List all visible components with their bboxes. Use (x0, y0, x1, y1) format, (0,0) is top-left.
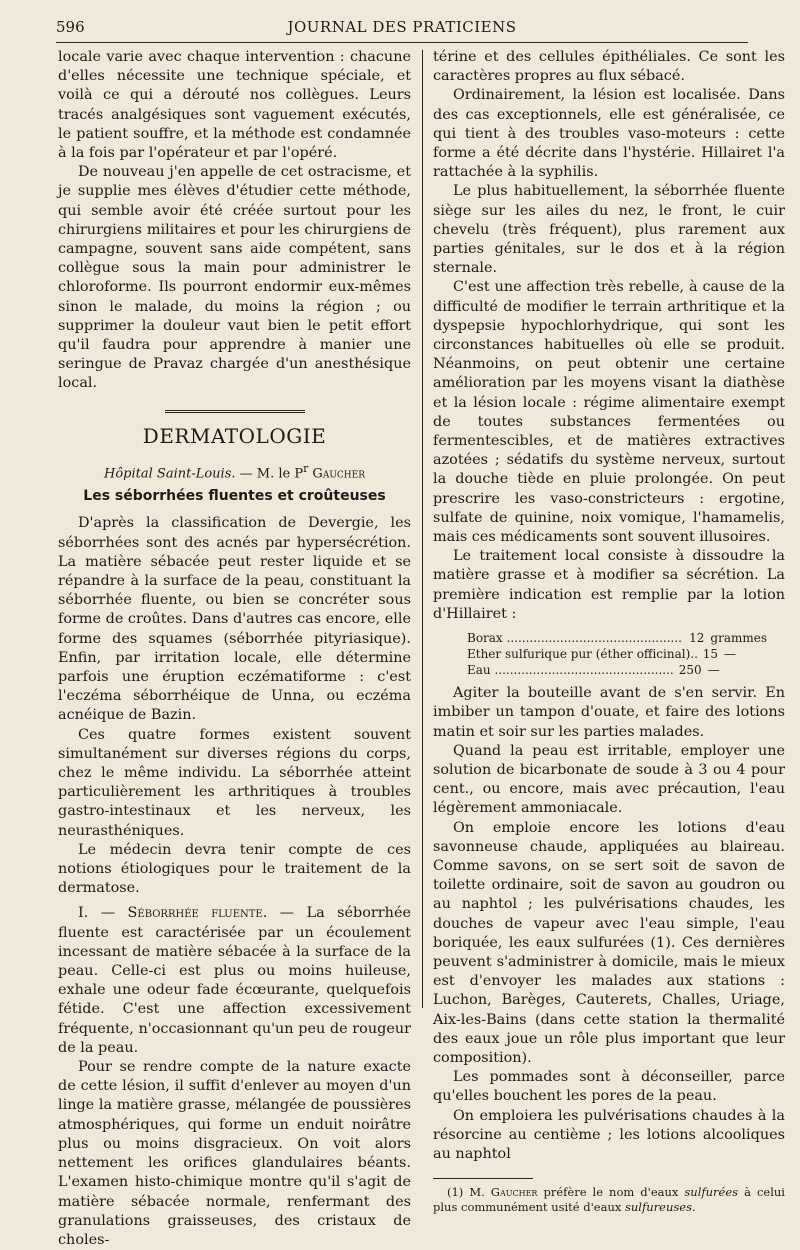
footnote-emphasis: sulfureuses (625, 1200, 692, 1215)
subsection-heading: Séborrhée fluente. (127, 905, 268, 922)
paragraph: Le traitement local consiste à dissoudre la matière grasse et à modifier sa sécrétion. La première indication est remplie par la lotion d'Hillairet : (433, 548, 785, 622)
paragraph: D'après la classification de Devergie, les séborrhées sont des acnés par hypersécrétion. La matière sébacée peut rester liquide et se répandre à la surface de la peau, constituant la séborrhée fluente, ou bien se concréter sous forme de croûtes. Dans d'autres cas encore, elle forme des squames (séborrhée pityriasique). Enfin, par irritation locale, elle détermine parfois une éruption eczématiforme : c'est l'eczéma séborrhéique de Unna, ou eczéma acnéique de Bazin. (58, 515, 411, 724)
footnote-reference[interactable]: (1) (650, 934, 671, 951)
footnote-text: à celui plus communément usité d'eaux (433, 1185, 785, 1215)
footnote-text: préfère le nom d'eaux (537, 1185, 685, 1200)
section-rule (165, 410, 305, 415)
formula-row (467, 646, 767, 662)
column-divider (422, 50, 423, 1008)
formula-unit: grammes (710, 631, 767, 646)
paragraph (433, 819, 785, 1069)
paragraph-text: . Ces dernières peuvent s'administrer à domicile, mais le mieux est d'envoyer les malades aux stations : Luchon, Barèges, Cauterets, Challes, Uriage, Aix-les-Bains (dans cette station la thermalité des eaux joue un rôle plus important que leur composition). (433, 934, 785, 1066)
author-name: Gaucher (308, 465, 365, 481)
page-header (56, 14, 748, 43)
prescription-formula (467, 630, 767, 678)
subsection-label: I. — (78, 905, 128, 922)
formula-ingredient: Eau ............................................... (467, 663, 674, 678)
paragraph: Pour se rendre compte de la nature exacte de cette lésion, il suffit d'enlever au moyen d'un linge la matière grasse, mélangée de poussières atmosphériques, qui forme un enduit noirâtre plus ou moins disgracieux. On voit alors nettement les orifices glandulaires béants. L'examen histo-chimique montre qu'il s'agit de matière sébacée normale, renfermant des granulations graisseuses, des cristaux de choles- (58, 1059, 411, 1248)
paragraph: Quand la peau est irritable, employer une solution de bicarbonate de soude à 3 ou 4 pour cent., ou encore, mais avec précaution, l'eau légèrement ammoniacale. (433, 742, 785, 817)
formula-quantity: 250 (678, 663, 702, 678)
formula-ingredient: Borax .............................................. (467, 631, 682, 646)
left-column (58, 48, 411, 1250)
formula-quantity: 15 (702, 647, 719, 662)
paragraph: Ces quatre formes existent souvent simultanément sur diverses régions du corps, chez le même individu. La séborrhée atteint particulièrement les arthritiques à troubles gastro-intestinaux et les nerveux, les neurasthéniques. (58, 726, 411, 839)
journal-title: JOURNAL DES PRATICIENS (287, 18, 517, 36)
footnote-rule (433, 1178, 533, 1179)
formula-quantity: 12 (689, 631, 705, 646)
subsection-text: — La séborrhée fluente est caractérisée par un écoulement incessant de matière sébacée à la surface de la peau. Celle-ci est plus ou moins huileuse, exhale une odeur fade écœurante, quelquefois fétide. C'est une affection excessivement fréquente, n'occasionnant qu'un peu de rougeur de la peau. (58, 905, 411, 1056)
footnote (433, 1185, 785, 1215)
paragraph: Agiter la bouteille avant de s'en servir. En imbiber un tampon d'ouate, et faire des lotions matin et soir sur les parties malades. (433, 685, 785, 740)
footnote-mark: (1) M. (447, 1185, 491, 1200)
formula-unit: — (724, 647, 737, 662)
footnote-emphasis: sulfurées (684, 1185, 739, 1200)
paragraph: C'est une affection très rebelle, à cause de la difficulté de modifier le terrain arthritique et la dyspepsie hypochlorhydrique, qui sont les circonstances habituelles où elle se produit. Néanmoins, on peut obtenir une certaine amélioration par les moyens visant la diathèse et la lésion locale : régime alimentaire exempt de toutes substances fermentées ou fermentescibles, et de matières extractives azotées ; sédatifs du système nerveux, surtout la douche tiède en pluie prolongée. On peut prescrire les vaso-constricteurs : ergotine, sulfate de quinine, noix vomique, l'hamamelis, mais ces médicaments sont souvent illusoires. (433, 279, 785, 546)
professor-superscript: r (303, 461, 309, 475)
right-column (433, 48, 785, 1215)
footnote-author: Gaucher (490, 1185, 538, 1200)
article-byline (58, 459, 411, 484)
paragraph: Les pommades sont à déconseiller, parce qu'elles bouchent les pores de la peau. (433, 1069, 785, 1105)
paragraph: Ordinairement, la lésion est localisée. Dans des cas exceptionnels, elle est généralisée, ce qui tient à des troubles vaso-moteurs : cette forme a été décrite dans l'hystérie. Hillairet l'a rattachée à la syphilis. (433, 87, 785, 181)
formula-row (467, 662, 767, 678)
footnote-text: . (691, 1200, 696, 1215)
paragraph: térine et des cellules épithéliales. Ce sont les caractères propres au flux sébacé. (433, 49, 785, 85)
subsection-paragraph (58, 904, 411, 1058)
formula-unit: — (707, 663, 720, 678)
section-title: DERMATOLOGIE (142, 423, 327, 448)
paragraph: De nouveau j'en appelle de cet ostracisme, et je supplie mes élèves d'étudier cette méthode, qui semble avoir été créée surtout pour les chirurgiens militaires et pour les chirurgiens de campagne, souvent sans aide compétent, sans collègue sous la main pour administrer le chloroforme. Ils pourront endormir eux-mêmes sinon le malade, du moins la région ; ou supprimer la douleur vaut bien le petit effort qu'il faudra pour apprendre à manier une seringue de Pravaz chargée d'un anesthésique local. (58, 164, 411, 392)
paragraph: On emploiera les pulvérisations chaudes à la résorcine au centième ; les lotions alcooliques au naphtol (433, 1107, 785, 1162)
paragraph: locale varie avec chaque intervention : chacune d'elles nécessite une technique spéciale, et voilà ce qui a dérouté nos collègues. Leurs tracés analgésiques sont vaguement exécutés, le patient souffre, et la méthode est condamnée à la fois par l'opérateur et par l'opéré. (58, 49, 411, 162)
byline-dash: — M. le P (235, 465, 304, 481)
paragraph-text: On emploie encore les lotions d'eau savonneuse chaude, appliquées au blaireau. Comme savons, on se sert soit de savon de toilette ordinaire, soit de savon au goudron ou au naphtol ; les pulvérisations chaudes, les douches de vapeur avec l'eau simple, l'eau boriquée, les eaux sulfurées (433, 819, 785, 951)
hospital-name: Hôpital Saint-Louis. (104, 465, 236, 481)
formula-ingredient: Ether sulfurique pur (éther officinal).. (467, 647, 698, 662)
paragraph: Le plus habituellement, la séborrhée fluente siège sur les ailes du nez, le front, le cuir chevelu (très fréquent), plus rarement aux parties génitales, sur le dos et à la région sternale. (433, 183, 785, 277)
formula-row (467, 630, 767, 646)
page-number: 596 (56, 18, 85, 36)
article-title: Les séborrhées fluentes et croûteuses (83, 488, 386, 505)
paragraph: Le médecin devra tenir compte de ces notions étiologiques pour le traitement de la dermatose. (58, 841, 411, 897)
